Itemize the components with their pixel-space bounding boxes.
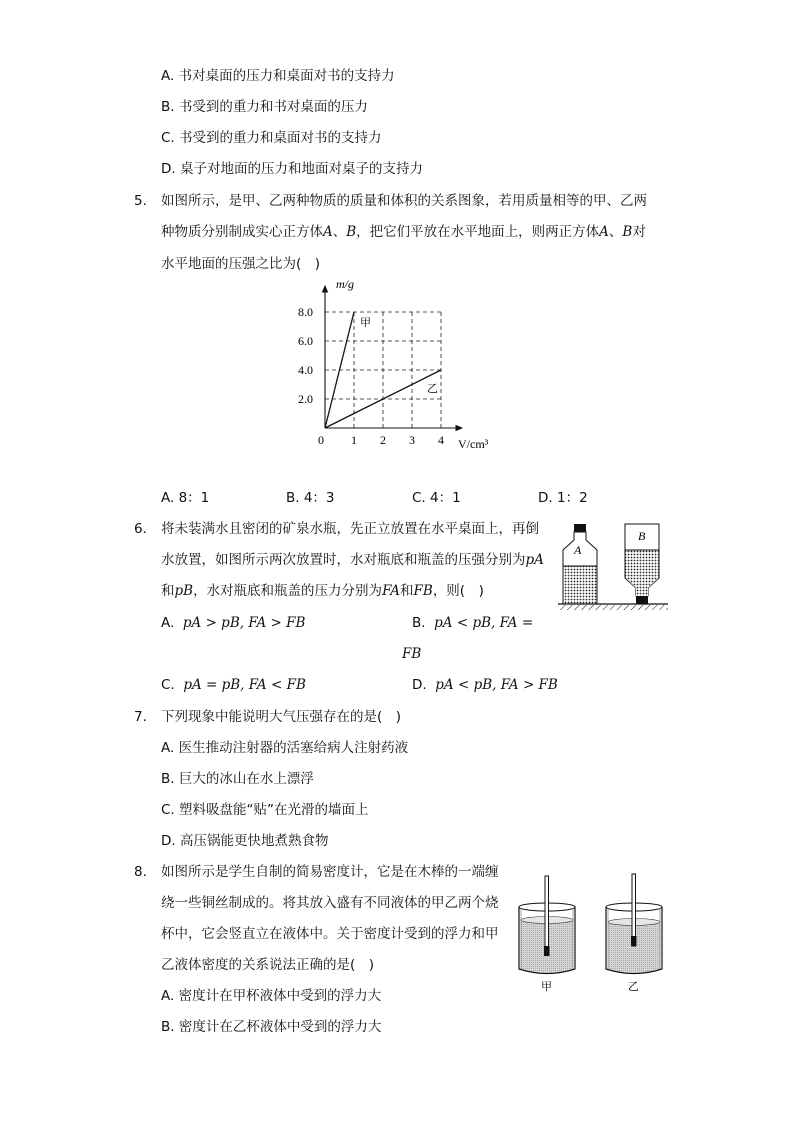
x-tick-label: 1	[351, 433, 357, 447]
bottles-figure	[558, 520, 668, 612]
q4-option-b: B. 书受到的重力和书对桌面的压力	[161, 99, 368, 115]
q7-number: 7.	[134, 709, 147, 725]
q5-option-b: B. 4：3	[286, 490, 335, 506]
q5-option-a: A. 8：1	[161, 490, 210, 506]
q8-stem-line2: 绕一些铜丝制成的。将其放入盛有不同液体的甲乙两个烧	[161, 895, 499, 911]
x-tick-label: 2	[380, 433, 386, 447]
q6-stem-line2: 水放置，如图所示两次放置时，水对瓶底和瓶盖的压强分别为pA	[161, 552, 544, 568]
q7-option-d: D. 高压锅能更快地煮熟食物	[161, 833, 329, 849]
q4-option-c: C. 书受到的重力和桌面对书的支持力	[161, 130, 382, 146]
q4-option-a: A. 书对桌面的压力和桌面对书的支持力	[161, 68, 395, 84]
x-tick-label: 4	[438, 433, 444, 447]
x-tick-label: 3	[409, 433, 415, 447]
x-axis-label: V/cm³	[458, 437, 489, 451]
q6-option-b: B. pA < pB, FA =	[412, 615, 534, 631]
q5-number: 5.	[134, 193, 147, 209]
q7-option-a: A. 医生推动注射器的活塞给病人注射药液	[161, 740, 409, 756]
q8-stem-line1: 如图所示是学生自制的简易密度计，它是在木棒的一端缠	[161, 864, 499, 880]
beaker-left	[519, 876, 575, 993]
q7-stem: 下列现象中能说明大气压强存在的是( )	[161, 709, 402, 725]
series-label-1: 乙	[427, 382, 438, 395]
q7-option-c: C. 塑料吸盘能“贴”在光滑的墙面上	[161, 802, 369, 818]
q8-option-b: B. 密度计在乙杯液体中受到的浮力大	[161, 1019, 382, 1035]
x-tick-label: 0	[318, 433, 324, 447]
q6-stem-line3: 和pB，水对瓶底和瓶盖的压力分别为FA和FB，则( )	[161, 583, 484, 599]
svg-text:乙: 乙	[628, 980, 639, 993]
y-tick-label: 4.0	[298, 363, 313, 377]
q5-stem-line3: 水平地面的压强之比为( )	[161, 256, 321, 272]
y-tick-label: 8.0	[298, 305, 313, 319]
q4-option-d: D. 桌子对地面的压力和地面对桌子的支持力	[161, 161, 423, 177]
q8-stem-line3: 杯中，它会竖直立在液体中。关于密度计受到的浮力和甲	[161, 926, 499, 942]
q5-option-c: C. 4：1	[412, 490, 461, 506]
svg-text:B: B	[638, 529, 646, 543]
q6-stem-line1: 将未装满水且密闭的矿泉水瓶，先正立放置在水平桌面上，再倒	[161, 521, 539, 537]
q8-number: 8.	[134, 864, 147, 880]
y-tick-label: 2.0	[298, 392, 313, 406]
q6-option-a: A. pA > pB, FA > FB	[161, 615, 306, 631]
chart-grid	[325, 312, 441, 428]
q8-stem-line4: 乙液体密度的关系说法正确的是( )	[161, 957, 375, 973]
beaker-right	[606, 874, 662, 993]
q8-option-a: A. 密度计在甲杯液体中受到的浮力大	[161, 988, 382, 1004]
series-label-0: 甲	[360, 316, 371, 329]
upright-bottle	[563, 524, 597, 604]
q7-option-b: B. 巨大的冰山在水上漂浮	[161, 771, 314, 787]
svg-text:A: A	[574, 543, 582, 557]
q5-stem-line2: 种物质分别制成实心正方体A、B，把它们平放在水平地面上，则两正方体A、B对	[161, 224, 646, 240]
q5-option-d: D. 1：2	[538, 490, 588, 506]
y-axis-label: m/g	[336, 277, 354, 291]
y-tick-label: 6.0	[298, 334, 313, 348]
density-meter-figure	[515, 874, 675, 996]
svg-text:甲: 甲	[541, 980, 552, 993]
inverted-bottle	[625, 524, 659, 604]
q6-option-b-wrap: FB	[402, 646, 422, 662]
mass-volume-chart	[290, 278, 510, 458]
q5-stem-line1: 如图所示，是甲、乙两种物质的质量和体积的关系图象，若用质量相等的甲、乙两	[161, 193, 647, 209]
q6-option-d: D. pA < pB, FA > FB	[412, 677, 558, 693]
q6-number: 6.	[134, 521, 147, 537]
q6-option-c: C. pA = pB, FA < FB	[161, 677, 306, 693]
